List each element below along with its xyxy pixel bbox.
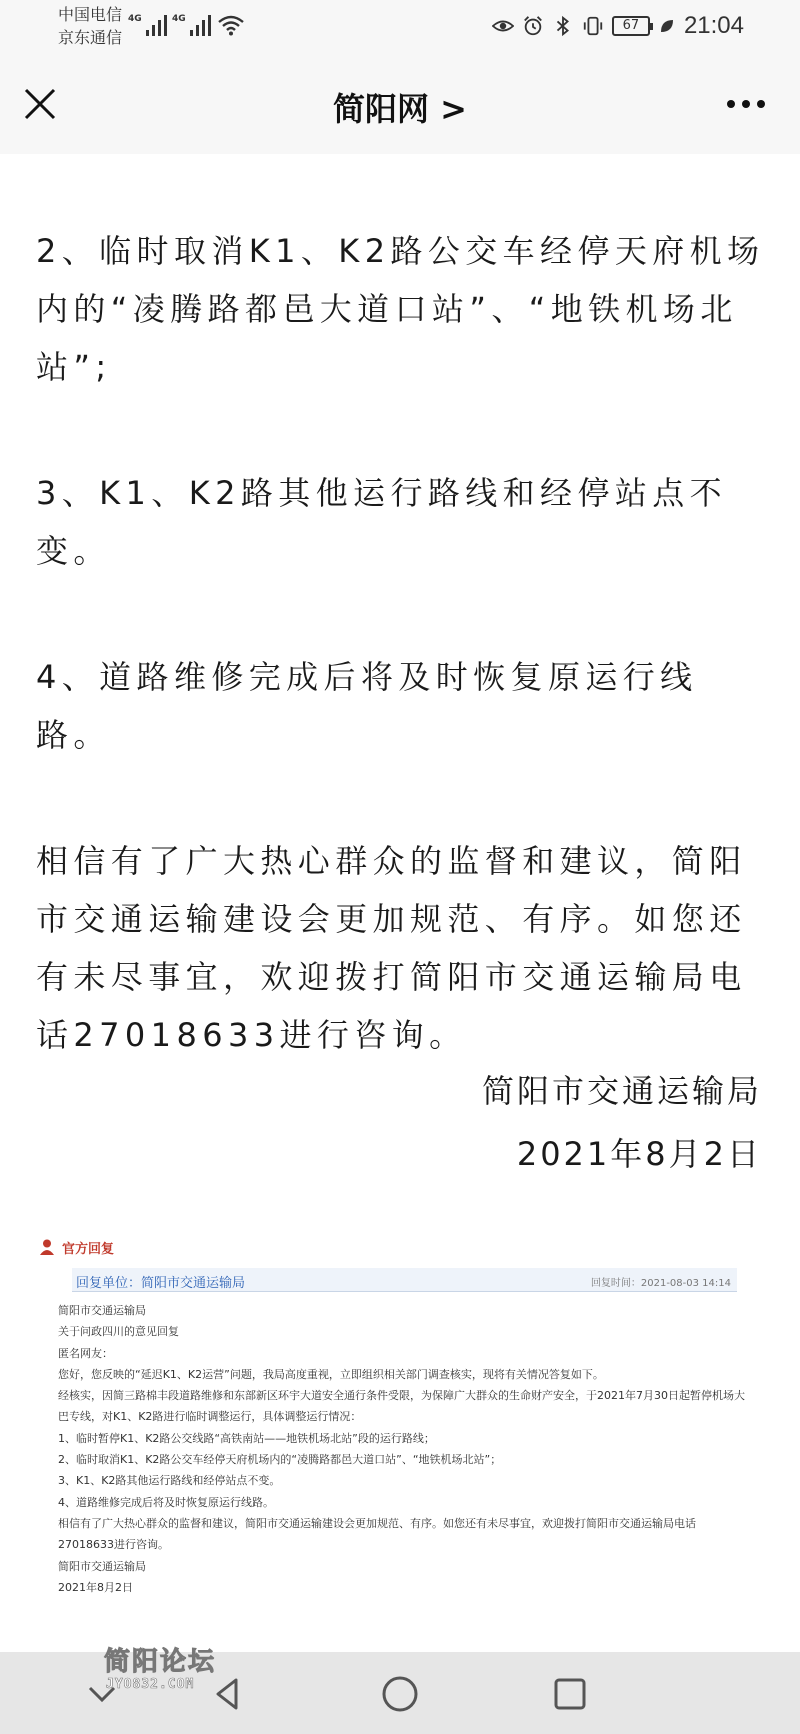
reply-unit-bar: [72, 1268, 737, 1292]
official-reply-image: [40, 1236, 760, 1598]
reply-line: 1、临时暂停K1、K2路公交线路“高铁南站——地铁机场北站”段的运行路线；: [58, 1431, 435, 1445]
home-icon[interactable]: [380, 1674, 420, 1714]
signature-org: 简阳市交通运输局: [481, 1072, 762, 1110]
reply-line: 您好，您反映的“延迟K1、K2运营”问题，我局高度重视，立即组织相关部门调查核实，现将有关情况答复如下。: [58, 1367, 604, 1381]
watermark-text: 简阳论坛: [104, 1647, 217, 1677]
reply-line: 4、道路维修完成后将及时恢复原运行线路。: [58, 1495, 274, 1509]
vibrate-icon: [582, 15, 604, 37]
signal-icon: [128, 14, 167, 36]
user-icon: [40, 1239, 54, 1255]
signal-type-label: 4G: [128, 14, 142, 24]
back-icon[interactable]: [208, 1674, 248, 1714]
reply-line: 关于问政四川的意见回复: [58, 1325, 179, 1339]
wifi-icon: [218, 14, 244, 36]
eye-icon: [492, 15, 514, 37]
reply-line: 简阳市交通运输局: [58, 1304, 146, 1317]
carrier-label-2: 京东通信: [58, 28, 123, 47]
more-icon[interactable]: [726, 98, 766, 110]
watermark-url: JYO832.COM: [106, 1677, 195, 1692]
reply-line: 简阳市交通运输局: [58, 1559, 146, 1573]
article-paragraph: 相信有了广大热心群众的监督和建议，简阳市交通运输建设会更加规范、有序。如您还有未尽事宜，欢迎拨打简阳市交通运输局电话27018633进行咨询。: [36, 842, 747, 1054]
page-title[interactable]: 简阳网 >: [333, 90, 467, 128]
carrier-label-1: 中国电信: [58, 5, 123, 24]
article-paragraph: 3、K1、K2路其他运行路线和经停站点不变。: [36, 474, 728, 570]
article-paragraph: 2、临时取消K1、K2路公交车经停天府机场内的“凌腾路都邑大道口站”、“地铁机场北站”;: [36, 232, 765, 386]
reply-body: [58, 1300, 748, 1598]
reply-line: 经核实，因简三路棉丰段道路维修和东部新区环宇大道安全通行条件受限，为保障广大群众的生命财产安全，于2021年7月30日起暂停机场大巴专线，对K1、K2路进行临时调整运行，具体调整运行情况：: [58, 1389, 745, 1424]
reply-line: 相信有了广大热心群众的监督和建议，简阳市交通运输建设会更加规范、有序。如您还有未尽事宜，欢迎拨打简阳市交通运输局电话27018633进行咨询。: [58, 1516, 696, 1552]
battery-icon: 67: [612, 16, 650, 36]
signal-icon: [172, 14, 211, 36]
reply-line: 匿名网友：: [58, 1346, 113, 1360]
nav-bar: [0, 54, 800, 154]
reply-line: 2、临时取消K1、K2路公交车经停天府机场内的“凌腾路都邑大道口站”、“地铁机场北站”；: [58, 1453, 502, 1467]
signal-type-label: 4G: [172, 14, 186, 24]
reply-unit-label: 回复单位：简阳市交通运输局: [76, 1276, 246, 1291]
bluetooth-icon: [552, 15, 574, 37]
article-paragraph: 4、道路维修完成后将及时恢复原运行线路。: [36, 658, 698, 754]
status-bar: [0, 0, 800, 54]
reply-title: 官方回复: [62, 1241, 115, 1257]
reply-line: 2021年8月2日: [58, 1580, 133, 1594]
reply-time: 回复时间：2021-08-03 14:14: [590, 1278, 731, 1289]
leaf-icon: [658, 15, 676, 37]
clock: 21:04: [683, 12, 744, 39]
recents-icon[interactable]: [550, 1674, 590, 1714]
signature-date: 2021年8月2日: [516, 1135, 762, 1173]
alarm-icon: [522, 15, 544, 37]
article-body: [36, 222, 766, 1132]
reply-line: 3、K1、K2路其他运行路线和经停站点不变。: [58, 1474, 281, 1488]
reply-header: [40, 1236, 760, 1258]
